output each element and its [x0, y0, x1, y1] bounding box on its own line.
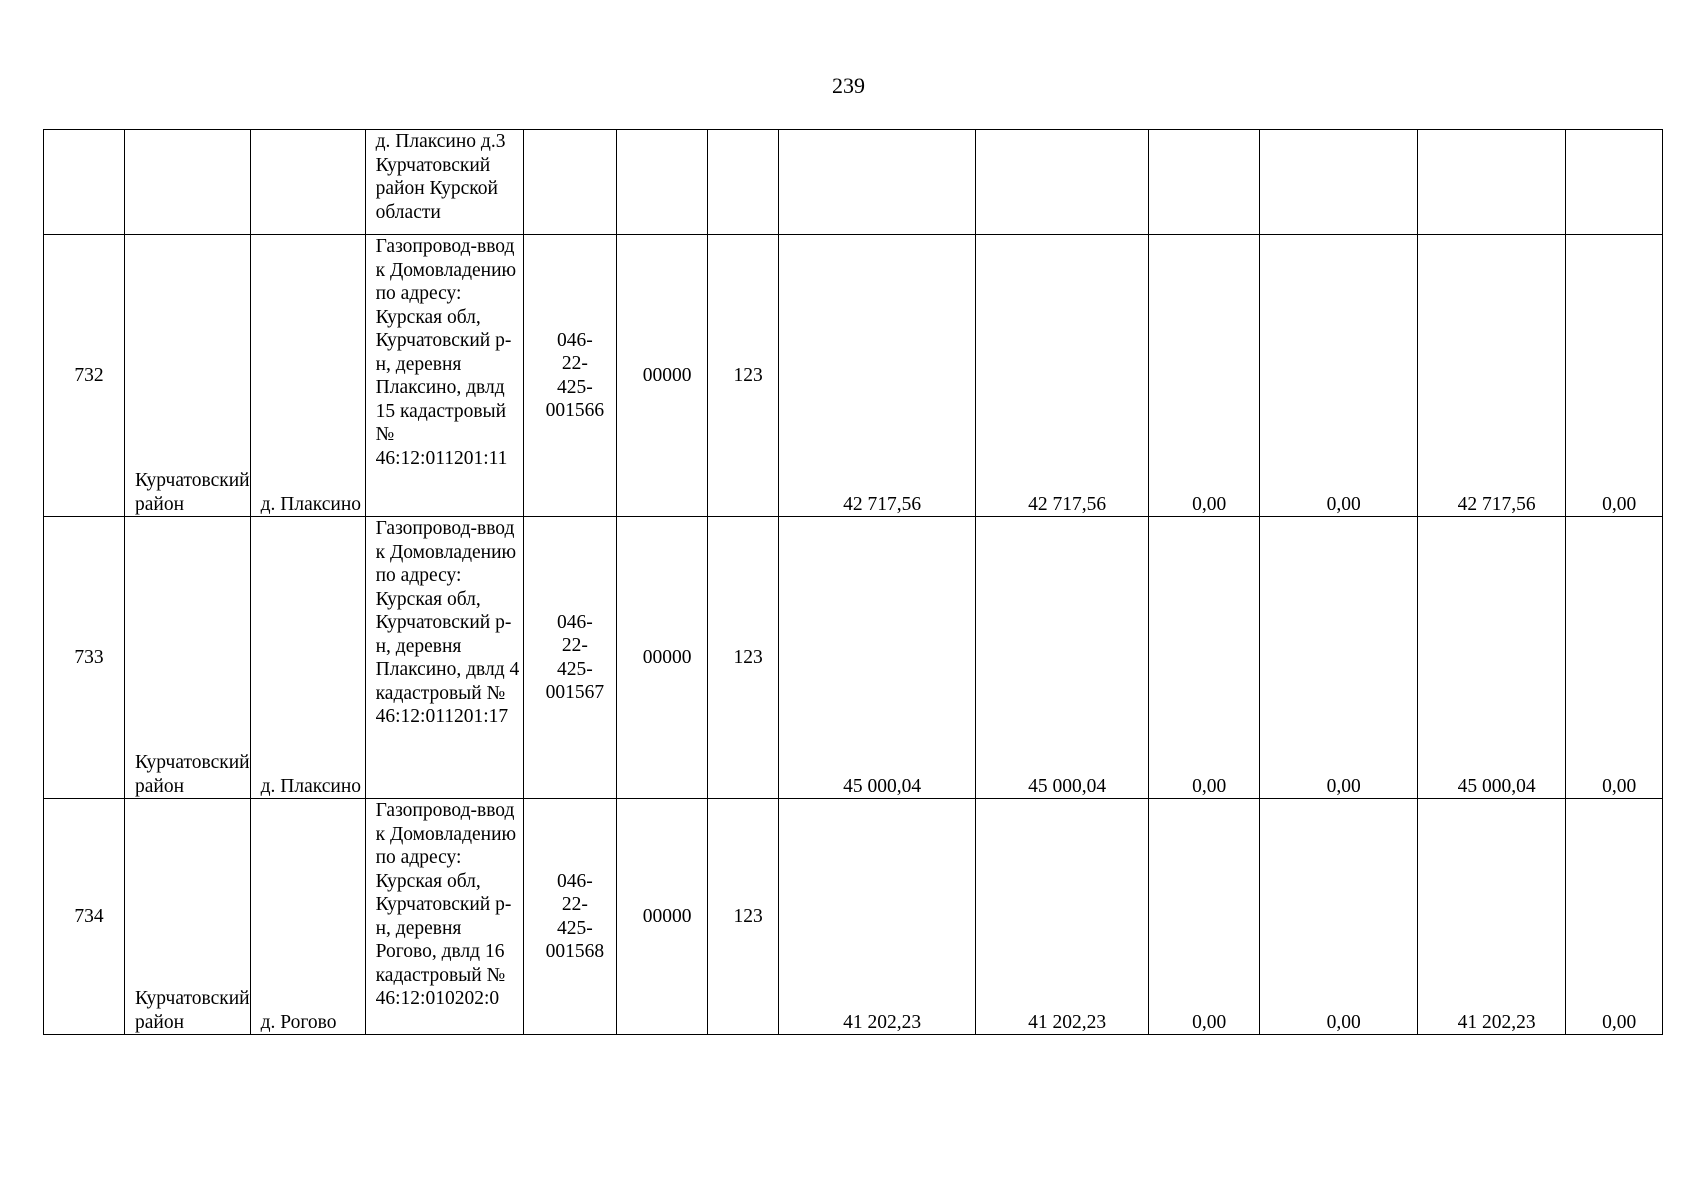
num-cell — [44, 130, 125, 235]
description-cell — [365, 130, 523, 235]
locality-cell: д. Плаксино — [250, 235, 365, 517]
code-cell — [523, 799, 617, 1035]
description-text: Газопровод-ввод к Домовладению по адресу: Курская обл, Курчатовский р-н, деревня Рогово, двлд 16 кадастровый № 46:12:010202:0 — [375, 800, 517, 1009]
code-cell — [523, 517, 617, 799]
description-text: д. Плаксино д.3 Курчатовский район Курской области — [375, 131, 506, 223]
amount1-cell: 42 717,56 — [779, 235, 976, 517]
code3-cell — [708, 130, 779, 235]
amount3-cell: 0,00 — [1149, 799, 1260, 1035]
amount5-cell — [1418, 130, 1566, 235]
code3-cell: 123 — [708, 517, 779, 799]
district-cell — [125, 130, 251, 235]
amount5-cell: 42 717,56 — [1418, 235, 1566, 517]
amount3-cell: 0,00 — [1149, 235, 1260, 517]
code2-cell: 00000 — [617, 517, 708, 799]
amount5-cell: 41 202,23 — [1418, 799, 1566, 1035]
registry-table — [43, 129, 1663, 1035]
amount2-cell: 42 717,56 — [976, 235, 1149, 517]
amount5-cell: 45 000,04 — [1418, 517, 1566, 799]
table-row-continuation — [44, 130, 1663, 235]
code-text: 046-22-425-001568 — [545, 870, 605, 962]
amount6-cell: 0,00 — [1566, 517, 1663, 799]
code-text: 046-22-425-001567 — [545, 611, 605, 703]
amount4-cell — [1260, 130, 1418, 235]
description-cell — [365, 235, 523, 517]
row-number: 732 — [44, 235, 125, 517]
locality-cell — [250, 130, 365, 235]
code2-cell: 00000 — [617, 235, 708, 517]
district-cell: Курчатовский район — [125, 517, 251, 799]
district-cell: Курчатовский район — [125, 235, 251, 517]
amount4-cell: 0,00 — [1260, 517, 1418, 799]
locality-cell: д. Рогово — [250, 799, 365, 1035]
amount6-cell — [1566, 130, 1663, 235]
amount1-cell: 41 202,23 — [779, 799, 976, 1035]
amount2-cell: 41 202,23 — [976, 799, 1149, 1035]
description-cell — [365, 517, 523, 799]
amount4-cell: 0,00 — [1260, 235, 1418, 517]
code-text: 046-22-425-001566 — [545, 329, 605, 421]
code-cell — [523, 235, 617, 517]
description-text: Газопровод-ввод к Домовладению по адресу: Курская обл, Курчатовский р-н, деревня Плаксино, двлд 15 кадастровый № 46:12:011201:11 — [375, 236, 517, 469]
table-row — [44, 517, 1663, 799]
row-number: 734 — [44, 799, 125, 1035]
amount3-cell — [1149, 130, 1260, 235]
amount1-cell: 45 000,04 — [779, 517, 976, 799]
locality-cell: д. Плаксино — [250, 517, 365, 799]
district-cell: Курчатовский район — [125, 799, 251, 1035]
table-row — [44, 235, 1663, 517]
amount2-cell — [976, 130, 1149, 235]
code-cell — [523, 130, 617, 235]
amount2-cell: 45 000,04 — [976, 517, 1149, 799]
amount6-cell: 0,00 — [1566, 235, 1663, 517]
description-text: Газопровод-ввод к Домовладению по адресу: Курская обл, Курчатовский р-н, деревня Плаксино, двлд 4 кадастровый № 46:12:011201:17 — [375, 518, 520, 727]
table-row — [44, 799, 1663, 1035]
page-number: 239 — [832, 73, 865, 98]
row-number: 733 — [44, 517, 125, 799]
code3-cell: 123 — [708, 799, 779, 1035]
amount4-cell: 0,00 — [1260, 799, 1418, 1035]
description-cell — [365, 799, 523, 1035]
code2-cell — [617, 130, 708, 235]
code3-cell: 123 — [708, 235, 779, 517]
amount6-cell: 0,00 — [1566, 799, 1663, 1035]
amount1-cell — [779, 130, 976, 235]
amount3-cell: 0,00 — [1149, 517, 1260, 799]
code2-cell: 00000 — [617, 799, 708, 1035]
